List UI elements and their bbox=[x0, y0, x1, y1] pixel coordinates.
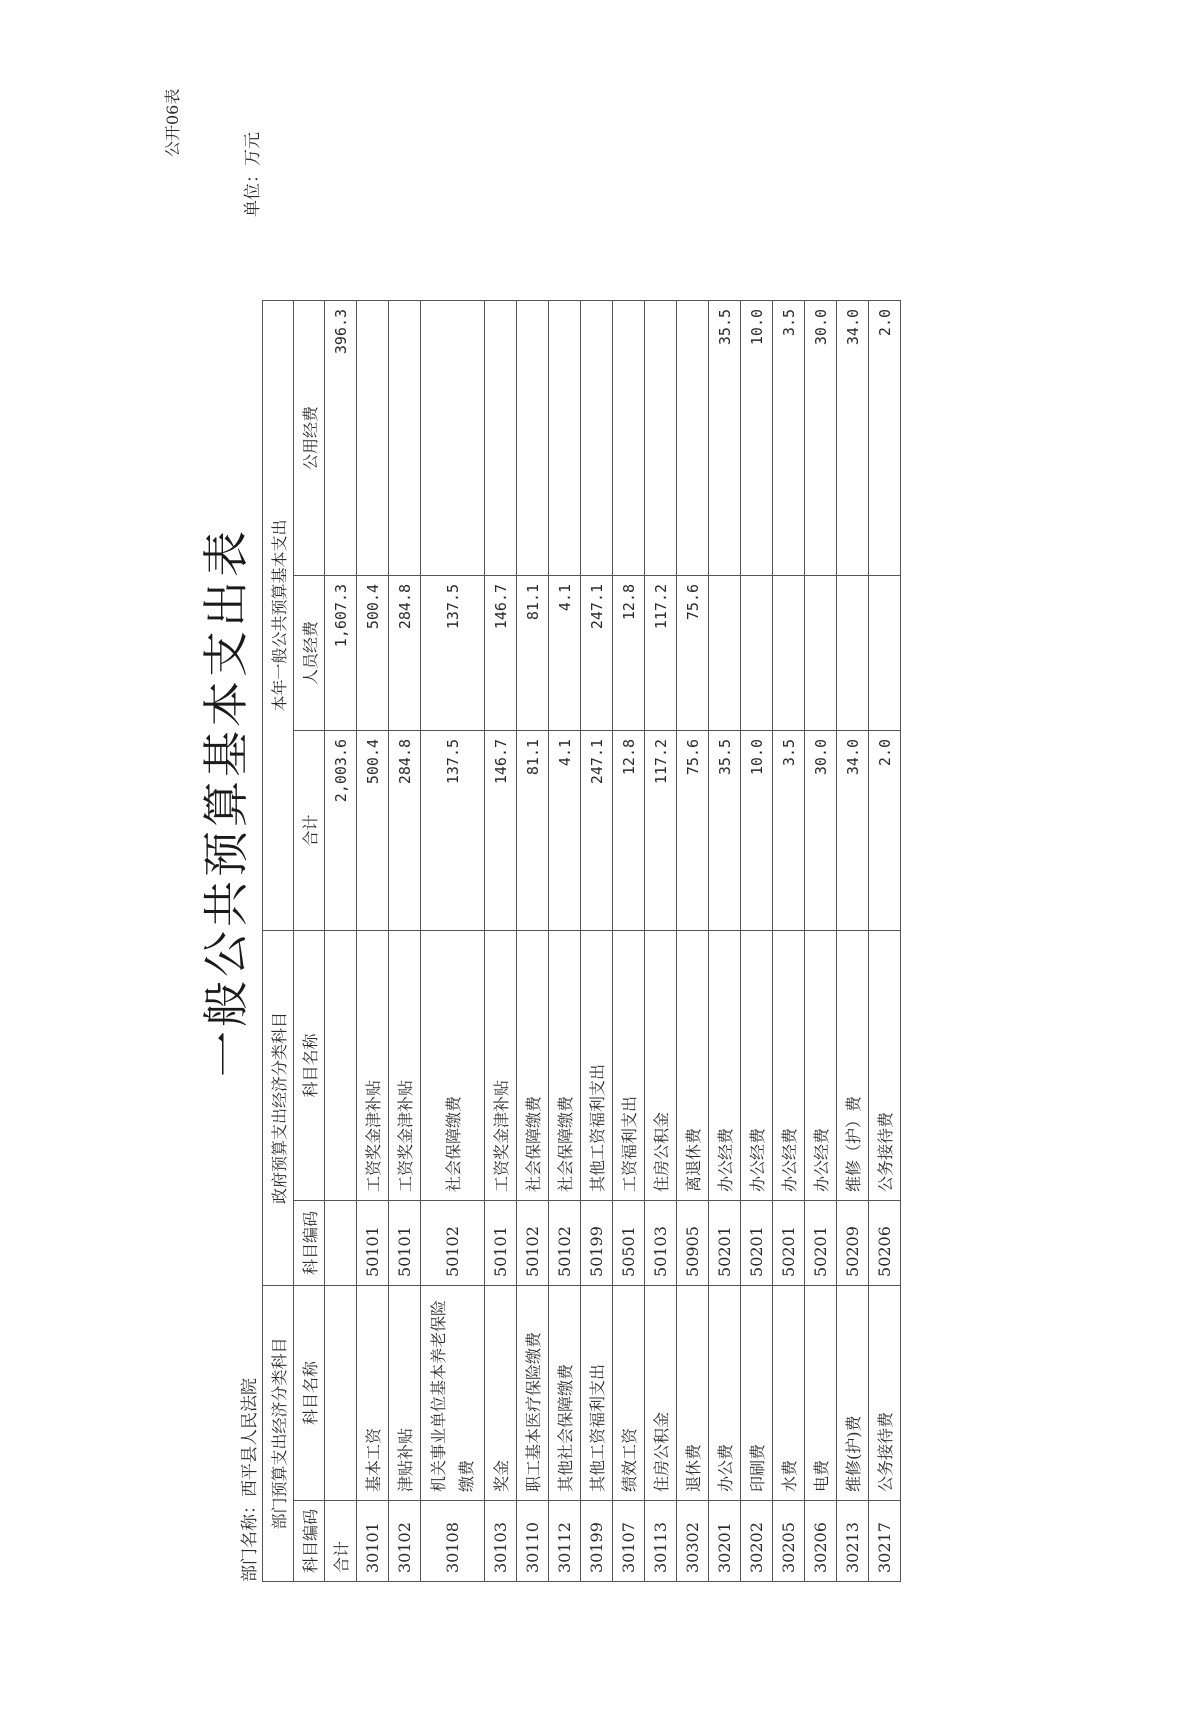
row-public: 35.5 bbox=[709, 300, 741, 575]
row-personnel bbox=[773, 575, 805, 730]
row-gov-code: 50201 bbox=[805, 1200, 837, 1285]
row-total: 247.1 bbox=[581, 730, 613, 930]
row-code: 30202 bbox=[741, 1500, 773, 1581]
header-code: 科目编码 bbox=[294, 1500, 325, 1581]
row-gov-code: 50201 bbox=[741, 1200, 773, 1285]
row-personnel: 75.6 bbox=[677, 575, 709, 730]
row-gov-name: 公务接待费 bbox=[869, 930, 901, 1200]
row-public bbox=[357, 300, 389, 575]
row-gov-code: 50206 bbox=[869, 1200, 901, 1285]
row-total: 75.6 bbox=[677, 730, 709, 930]
row-personnel: 4.1 bbox=[549, 575, 581, 730]
table-row bbox=[517, 300, 549, 1581]
row-personnel: 137.5 bbox=[421, 575, 485, 730]
row-personnel: 247.1 bbox=[581, 575, 613, 730]
row-total: 10.0 bbox=[741, 730, 773, 930]
row-total: 500.4 bbox=[357, 730, 389, 930]
row-gov-name: 社会保障缴费 bbox=[517, 930, 549, 1200]
row-code: 30112 bbox=[549, 1500, 581, 1581]
row-code: 30213 bbox=[837, 1500, 869, 1581]
row-gov-name: 办公经费 bbox=[773, 930, 805, 1200]
row-public: 30.0 bbox=[805, 300, 837, 575]
row-gov-name: 工资奖金津补贴 bbox=[485, 930, 517, 1200]
table-row bbox=[645, 300, 677, 1581]
department-name: 部门名称：西平县人民法院 bbox=[240, 1378, 260, 1582]
row-name: 职工基本医疗保险缴费 bbox=[517, 1285, 549, 1500]
header-gov-code: 科目编码 bbox=[294, 1200, 325, 1285]
row-gov-code: 50201 bbox=[709, 1200, 741, 1285]
row-total: 137.5 bbox=[421, 730, 485, 930]
row-gov-code: 50201 bbox=[773, 1200, 805, 1285]
row-personnel: 81.1 bbox=[517, 575, 549, 730]
header-gov-group: 政府预算支出经济分类科目 bbox=[263, 930, 294, 1285]
row-gov-code: 50501 bbox=[613, 1200, 645, 1285]
row-gov-name: 社会保障缴费 bbox=[549, 930, 581, 1200]
row-gov-name: 工资奖金津补贴 bbox=[357, 930, 389, 1200]
budget-table bbox=[262, 300, 901, 1582]
row-name: 公务接待费 bbox=[869, 1285, 901, 1500]
row-gov-name: 办公经费 bbox=[709, 930, 741, 1200]
row-total: 3.5 bbox=[773, 730, 805, 930]
row-gov-name: 住房公积金 bbox=[645, 930, 677, 1200]
row-personnel: 146.7 bbox=[485, 575, 517, 730]
table-row bbox=[549, 300, 581, 1581]
row-gov-name: 其他工资福利支出 bbox=[581, 930, 613, 1200]
row-name: 退休费 bbox=[677, 1285, 709, 1500]
header-dept-group: 部门预算支出经济分类科目 bbox=[263, 1285, 294, 1581]
row-public bbox=[549, 300, 581, 575]
row-name: 维修(护)费 bbox=[837, 1285, 869, 1500]
row-gov-code: 50103 bbox=[645, 1200, 677, 1285]
row-name: 电费 bbox=[805, 1285, 837, 1500]
row-gov-name: 办公经费 bbox=[741, 930, 773, 1200]
form-number: 公开06表 bbox=[163, 88, 182, 157]
row-name: 其他工资福利支出 bbox=[581, 1285, 613, 1500]
row-gov-code: 50102 bbox=[421, 1200, 485, 1285]
table-row bbox=[325, 300, 357, 1581]
row-code: 30302 bbox=[677, 1500, 709, 1581]
row-public bbox=[645, 300, 677, 575]
row-total: 81.1 bbox=[517, 730, 549, 930]
row-name bbox=[325, 1285, 357, 1500]
table-row bbox=[357, 300, 389, 1581]
row-code: 30108 bbox=[421, 1500, 485, 1581]
row-gov-name: 社会保障缴费 bbox=[421, 930, 485, 1200]
row-code: 30113 bbox=[645, 1500, 677, 1581]
row-gov-code: 50905 bbox=[677, 1200, 709, 1285]
row-personnel: 1,607.3 bbox=[325, 575, 357, 730]
table-row bbox=[773, 300, 805, 1581]
row-gov-name bbox=[325, 930, 357, 1200]
row-gov-name: 办公经费 bbox=[805, 930, 837, 1200]
row-total: 12.8 bbox=[613, 730, 645, 930]
table-body bbox=[325, 300, 901, 1581]
row-gov-code: 50199 bbox=[581, 1200, 613, 1285]
row-name: 办公费 bbox=[709, 1285, 741, 1500]
row-personnel: 117.2 bbox=[645, 575, 677, 730]
table-row bbox=[677, 300, 709, 1581]
row-total: 284.8 bbox=[389, 730, 421, 930]
row-code: 30110 bbox=[517, 1500, 549, 1581]
row-public bbox=[485, 300, 517, 575]
row-personnel bbox=[837, 575, 869, 730]
row-name: 绩效工资 bbox=[613, 1285, 645, 1500]
page-title: 一般公共预算基本支出表 bbox=[199, 527, 253, 1077]
row-public bbox=[389, 300, 421, 575]
row-code: 30201 bbox=[709, 1500, 741, 1581]
row-public bbox=[581, 300, 613, 575]
row-personnel bbox=[805, 575, 837, 730]
table-row bbox=[613, 300, 645, 1581]
row-name: 住房公积金 bbox=[645, 1285, 677, 1500]
row-personnel bbox=[869, 575, 901, 730]
row-public bbox=[421, 300, 485, 575]
row-code: 30102 bbox=[389, 1500, 421, 1581]
row-public bbox=[613, 300, 645, 575]
header-name: 科目名称 bbox=[294, 1285, 325, 1500]
row-total: 30.0 bbox=[805, 730, 837, 930]
row-gov-code: 50102 bbox=[517, 1200, 549, 1285]
header-public: 公用经费 bbox=[294, 300, 325, 575]
row-public: 396.3 bbox=[325, 300, 357, 575]
row-public: 10.0 bbox=[741, 300, 773, 575]
row-public bbox=[677, 300, 709, 575]
row-code: 30103 bbox=[485, 1500, 517, 1581]
table-row bbox=[389, 300, 421, 1581]
row-personnel bbox=[709, 575, 741, 730]
row-public: 34.0 bbox=[837, 300, 869, 575]
row-personnel bbox=[741, 575, 773, 730]
row-total: 146.7 bbox=[485, 730, 517, 930]
row-personnel: 500.4 bbox=[357, 575, 389, 730]
row-code: 30101 bbox=[357, 1500, 389, 1581]
header-personnel: 人员经费 bbox=[294, 575, 325, 730]
table-row bbox=[837, 300, 869, 1581]
row-public bbox=[517, 300, 549, 575]
row-gov-name: 工资奖金津补贴 bbox=[389, 930, 421, 1200]
row-name: 基本工资 bbox=[357, 1285, 389, 1500]
row-public: 2.0 bbox=[869, 300, 901, 575]
row-personnel: 284.8 bbox=[389, 575, 421, 730]
row-total: 4.1 bbox=[549, 730, 581, 930]
row-name: 奖金 bbox=[485, 1285, 517, 1500]
row-name: 其他社会保障缴费 bbox=[549, 1285, 581, 1500]
unit-label: 单位：万元 bbox=[243, 132, 263, 217]
row-gov-name: 离退休费 bbox=[677, 930, 709, 1200]
table-row bbox=[805, 300, 837, 1581]
row-total: 2,003.6 bbox=[325, 730, 357, 930]
row-public: 3.5 bbox=[773, 300, 805, 575]
row-gov-code: 50101 bbox=[389, 1200, 421, 1285]
row-code: 30107 bbox=[613, 1500, 645, 1581]
row-gov-code: 50209 bbox=[837, 1200, 869, 1285]
row-name: 印刷费 bbox=[741, 1285, 773, 1500]
table-row bbox=[485, 300, 517, 1581]
row-total: 35.5 bbox=[709, 730, 741, 930]
row-name: 津贴补贴 bbox=[389, 1285, 421, 1500]
row-code: 30205 bbox=[773, 1500, 805, 1581]
row-code: 30217 bbox=[869, 1500, 901, 1581]
header-expense-group: 本年一般公共预算基本支出 bbox=[263, 300, 294, 930]
header-total: 合计 bbox=[294, 730, 325, 930]
row-code: 合计 bbox=[325, 1500, 357, 1581]
row-total: 117.2 bbox=[645, 730, 677, 930]
table-row bbox=[709, 300, 741, 1581]
row-gov-code: 50101 bbox=[485, 1200, 517, 1285]
row-gov-code: 50101 bbox=[357, 1200, 389, 1285]
row-name: 水费 bbox=[773, 1285, 805, 1500]
table-row bbox=[869, 300, 901, 1581]
row-gov-code bbox=[325, 1200, 357, 1285]
table-row bbox=[741, 300, 773, 1581]
row-personnel: 12.8 bbox=[613, 575, 645, 730]
table-row bbox=[581, 300, 613, 1581]
header-gov-name: 科目名称 bbox=[294, 930, 325, 1200]
row-code: 30206 bbox=[805, 1500, 837, 1581]
row-gov-name: 维修（护）费 bbox=[837, 930, 869, 1200]
row-code: 30199 bbox=[581, 1500, 613, 1581]
row-name: 机关事业单位基本养老保险缴费 bbox=[421, 1285, 485, 1500]
row-gov-code: 50102 bbox=[549, 1200, 581, 1285]
row-total: 2.0 bbox=[869, 730, 901, 930]
row-gov-name: 工资福利支出 bbox=[613, 930, 645, 1200]
table-row bbox=[421, 300, 485, 1581]
row-total: 34.0 bbox=[837, 730, 869, 930]
